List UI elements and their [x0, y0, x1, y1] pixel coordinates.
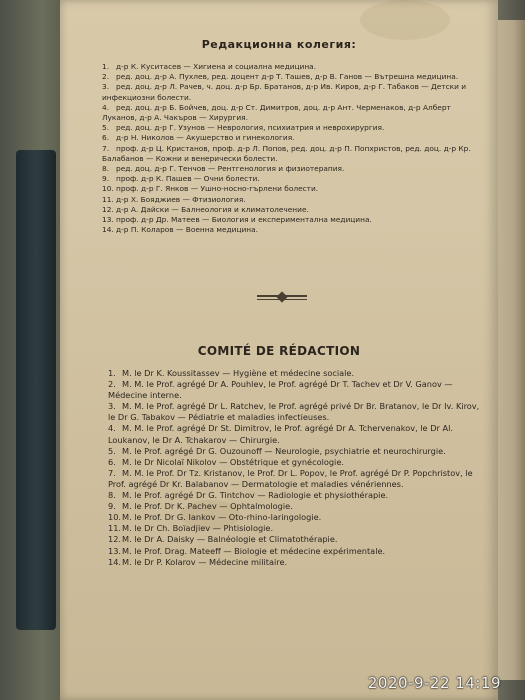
- item-text: M. le Dr K. Koussitassev — Hygiène et médecine sociale.: [122, 368, 355, 378]
- list-item: [108, 446, 483, 457]
- list-item: [108, 501, 483, 512]
- item-text: M. M. le Prof. agrégé Dr A. Pouhlev, le Prof. agrégé Dr T. Tachev et Dr V. Ganov — Médecine interne.: [108, 379, 453, 401]
- list-item: [108, 379, 483, 401]
- item-number: 7.: [102, 143, 110, 153]
- item-number: 8.: [102, 164, 110, 174]
- document-page: [60, 0, 498, 700]
- list-item: [102, 184, 482, 194]
- list-item: [108, 523, 483, 534]
- list-item: [102, 72, 482, 82]
- item-text: M. le Prof. Dr G. Iankov — Oto-rhino-laringologie.: [122, 512, 322, 523]
- item-number: 12.: [108, 534, 122, 545]
- item-number: 6.: [108, 456, 116, 467]
- list-item: [102, 205, 482, 215]
- item-number: 1.: [102, 62, 110, 71]
- list-item: [102, 62, 482, 72]
- item-text: M. M. le Prof. Dr Tz. Kristanov, le Prof. Dr L. Popov, le Prof. agrégé Dr P. Popchristov, le Prof. agrégé Dr Kr. Balabanov — Dermatologie et maladies vénériennes.: [108, 467, 473, 489]
- list-item: [102, 133, 482, 143]
- item-number: 14.: [102, 225, 114, 235]
- list-item: [108, 557, 483, 568]
- list-item: [102, 144, 482, 164]
- list-item: [102, 164, 482, 174]
- bulgarian-section-title: Редакционна колегия:: [201, 38, 357, 51]
- list-item: [108, 512, 483, 523]
- list-item: [108, 534, 483, 545]
- item-text: д-р Х. Бояджиев — Фтизиология.: [116, 194, 246, 204]
- list-item: [108, 457, 483, 468]
- french-section-title: COMITÉ DE RÉDACTION: [197, 344, 361, 358]
- item-number: 10.: [102, 184, 114, 194]
- item-number: 2.: [108, 379, 116, 390]
- item-number: 1.: [108, 368, 116, 378]
- item-number: 10.: [108, 512, 122, 523]
- item-number: 4.: [108, 423, 116, 434]
- list-item: [102, 195, 482, 205]
- item-number: 9.: [102, 174, 110, 184]
- item-number: 6.: [102, 133, 110, 143]
- book-spine: [16, 150, 56, 630]
- item-text: M. le Dr A. Daisky — Balnéologie et Climatothérapie.: [122, 534, 338, 545]
- item-text: M. M. le Prof. agrégé Dr St. Dimitrov, le Prof. agrégé Dr A. Tchervenakov, le Dr Al. Loukanov, le Dr A. Tchakarov — Chirurgie.: [108, 423, 453, 445]
- item-number: 8.: [108, 490, 116, 501]
- french-editorial-list: [108, 368, 483, 568]
- item-number: 14.: [108, 556, 122, 567]
- item-number: 11.: [108, 523, 122, 534]
- item-text: д-р К. Куситасев — Хигиена и социална медицина.: [116, 62, 317, 71]
- list-item: [108, 368, 483, 379]
- list-item: [108, 468, 483, 490]
- item-text: ред. доц. д-р Г. Тенчов — Рентгенология и физиотерапия.: [116, 164, 345, 174]
- item-number: 5.: [102, 123, 110, 133]
- item-text: M. le Dr Nicolaï Nikolov — Obstétrique et gynécologie.: [122, 456, 344, 467]
- item-text: ред. доц. д-р А. Пухлев, ред. доцент д-р Т. Ташев, д-р В. Ганов — Вътрешна медицина.: [116, 72, 459, 82]
- item-number: 11.: [102, 194, 114, 204]
- item-text: д-р Н. Николов — Акушерство и гинекология.: [116, 133, 295, 143]
- photo-timestamp: 2020-9-22 14:19: [367, 674, 501, 692]
- list-item: [108, 490, 483, 501]
- divider-dot: [276, 291, 287, 302]
- item-number: 12.: [102, 204, 114, 214]
- list-item: [102, 225, 482, 235]
- list-item: [108, 423, 483, 445]
- item-text: ред. доц. д-р Г. Узунов — Неврология, психиатрия и неврохирургия.: [116, 123, 385, 133]
- item-number: 2.: [102, 72, 110, 82]
- item-text: проф. д-р Др. Матеев — Биология и експериментална медицина.: [116, 215, 372, 225]
- item-text: M. le Dr Ch. Boïadjiev — Phtisiologie.: [122, 523, 274, 534]
- item-number: 13.: [102, 215, 114, 225]
- item-number: 3.: [108, 401, 116, 412]
- item-text: M. le Prof. agrégé Dr G. Ouzounoff — Neurologie, psychiatrie et neurochirurgie.: [122, 445, 446, 456]
- item-text: ред. доц. д-р Л. Рачев, ч. доц. д-р Бр. Братанов, д-р Ив. Киров, д-р Г. Табаков — Детски и инфекциозни болести.: [102, 82, 467, 102]
- item-text: M. le Prof. agrégé Dr G. Tintchov — Radiologie et physiothérapie.: [122, 490, 389, 501]
- list-item: [102, 103, 482, 123]
- item-number: 9.: [108, 501, 116, 512]
- item-number: 7.: [108, 467, 116, 478]
- list-item: [102, 215, 482, 225]
- list-item: [102, 174, 482, 184]
- item-text: ред. доц. д-р Б. Бойчев, доц. д-р Ст. Димитров, доц. д-р Ант. Черменаков, д-р Алберт Луканов, д-р А. Чакъров — Хирургия.: [102, 102, 451, 123]
- list-item: [108, 401, 483, 423]
- item-text: M. M. le Prof. agrégé Dr L. Ratchev, le Prof. agrégé privé Dr Br. Bratanov, le Dr Iv. Kirov, le Dr G. Tabakov — Pédiatrie et maladies infectieuses.: [108, 401, 480, 423]
- list-item: [102, 82, 482, 102]
- item-text: проф. д-р К. Пашев — Очни болести.: [116, 174, 260, 184]
- bulgarian-editorial-list: [102, 62, 482, 235]
- page-stain: [360, 0, 450, 40]
- list-item: [108, 546, 483, 557]
- item-number: 5.: [108, 445, 116, 456]
- item-number: 3.: [102, 82, 110, 92]
- item-number: 13.: [108, 545, 122, 556]
- item-text: проф. д-р Ц. Кристанов, проф. д-р Л. Попов, ред. доц. д-р П. Попхристов, ред. доц. д-р Кр. Балабанов — Кожни и венерически болести.: [102, 143, 471, 163]
- item-number: 4.: [102, 102, 110, 112]
- list-item: [102, 123, 482, 133]
- item-text: проф. д-р Г. Янков — Ушно-носно-гърлени болести.: [116, 184, 319, 194]
- item-text: M. le Prof. Dr K. Pachev — Ophtalmologie.: [122, 501, 293, 512]
- item-text: M. le Dr P. Kolarov — Médecine militaire.: [122, 556, 288, 567]
- item-text: M. le Prof. Drag. Mateeff — Biologie et médecine expérimentale.: [122, 545, 386, 556]
- item-text: д-р А. Дайски — Балнеология и климатолечение.: [116, 204, 309, 214]
- item-text: д-р П. Коларов — Военна медицина.: [116, 225, 259, 235]
